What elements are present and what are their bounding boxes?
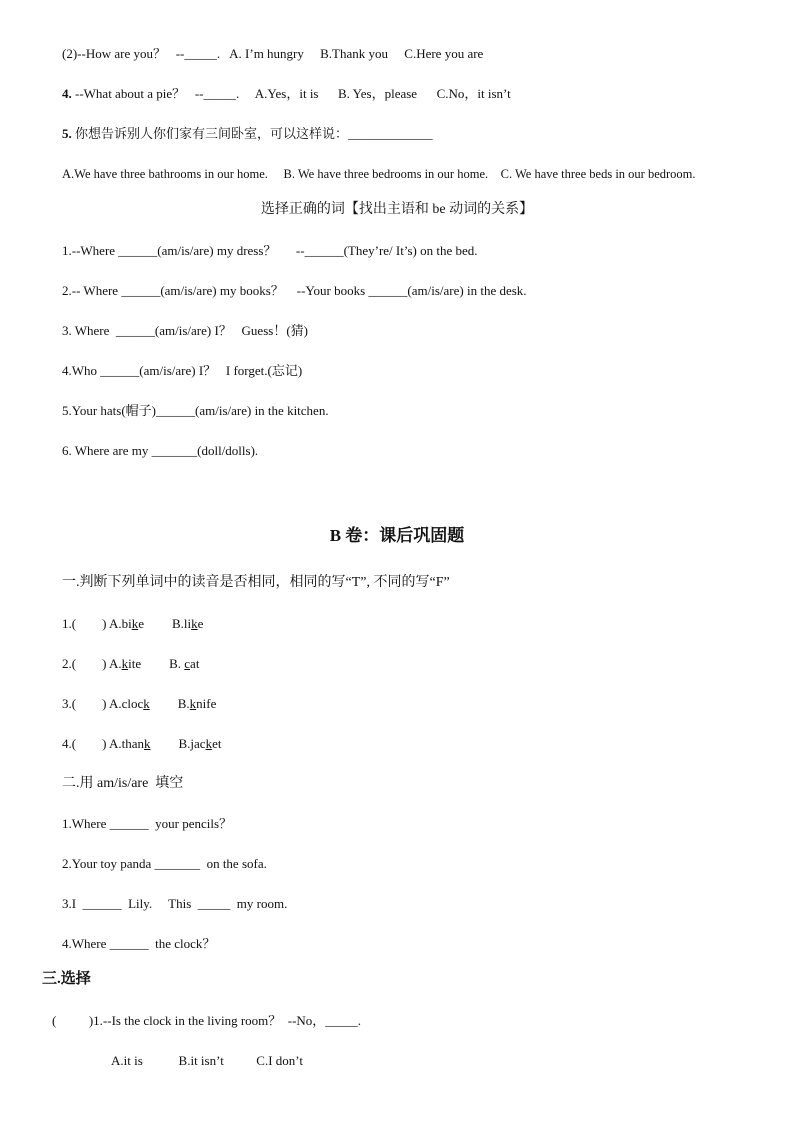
word-b-end: e [197,616,204,631]
word-a-start: A.cloc [108,696,144,711]
section-title-choose-word: 选择正确的词【找出主语和 be 动词的关系】 [260,202,534,217]
word-b-underlined: k [191,616,198,631]
choice-question-1-options: A.it is B.it isn’t C.I don’t [111,1053,304,1068]
word-b-underlined: k [189,696,197,711]
choose-item-6: 6. Where are my _______(doll/dolls). [62,443,259,458]
word-b-end: at [190,656,200,671]
phonics-item-2 [62,656,199,672]
fill-item-1: 1.Where ______ your pencils？ [62,816,233,831]
question-text: 你想告诉别人你们家有三间卧室，可以这样说：_____________ [71,126,433,141]
choose-item-3: 3. Where ______(am/is/are) I？ Guess！(猜) [62,323,308,338]
question-text: --What about a pie？ --_____. A.Yes，it is B. Yes，please C.No，it isn’t [71,86,511,101]
word-a-end: e [138,616,144,631]
word-b-end: et [212,736,222,751]
item-number: 2.( ) [62,656,109,671]
word-a-start: A.bi [108,616,132,631]
question-number: 4. [62,86,72,101]
choose-item-5: 5.Your hats(帽子)______(am/is/are) in the kitchen. [62,403,329,418]
item-number: 4.( ) [62,736,109,751]
word-a-start: A. [108,656,122,671]
fill-item-3: 3.I ______ Lily. This _____ my room. [62,896,288,911]
section-title-choice: 三.选择 [42,971,91,987]
phonics-item-3 [62,696,216,712]
word-b-underlined: c [184,656,191,671]
choose-item-1: 1.--Where ______(am/is/are) my dress？ --______(They’re/ It’s) on the bed. [62,243,478,258]
word-b-start: B.jac [178,736,206,751]
word-b-start: B.li [171,616,192,631]
word-a-end: ite [128,656,142,671]
word-a-underlined: k [131,616,139,631]
part-b-title: B 卷：课后巩固题 [329,526,465,545]
section-title-phonics: 一.判断下列单词中的读音是否相同，相同的写“T”, 不同的写“F” [62,575,450,590]
item-number: 1.( ) [62,616,109,631]
word-b-underlined: k [205,736,213,751]
choose-item-2: 2.-- Where ______(am/is/are) my books？ --Your books ______(am/is/are) in the desk. [62,283,527,298]
phonics-item-1 [62,616,203,632]
word-a-underlined: k [143,696,150,711]
choose-item-4: 4.Who ______(am/is/are) I？ I forget.(忘记) [62,363,303,378]
question-a4 [62,86,511,102]
question-a5-options: A.We have three bathrooms in our home. B. We have three bedrooms in our home. C. We have three beds in our bedroom. [62,167,696,181]
fill-item-2: 2.Your toy panda _______ on the sofa. [62,856,267,871]
question-a2: (2)--How are you？ --_____. A. I’m hungry B.Thank you C.Here you are [62,46,484,61]
section-title-fill: 二.用 am/is/are 填空 [62,776,184,791]
fill-item-4: 4.Where ______ the clock？ [62,936,216,951]
phonics-item-4 [62,736,221,752]
word-a-start: A.than [108,736,144,751]
word-b-start: B. [169,656,185,671]
word-a-underlined: k [121,656,129,671]
word-b-end: nife [196,696,217,711]
question-number: 5. [62,126,72,141]
word-b-start: B. [177,696,190,711]
choice-question-1: ( )1.--Is the clock in the living room？ --No，_____. [52,1013,362,1028]
item-number: 3.( ) [62,696,109,711]
word-a-underlined: k [143,736,151,751]
question-a5 [62,126,433,142]
